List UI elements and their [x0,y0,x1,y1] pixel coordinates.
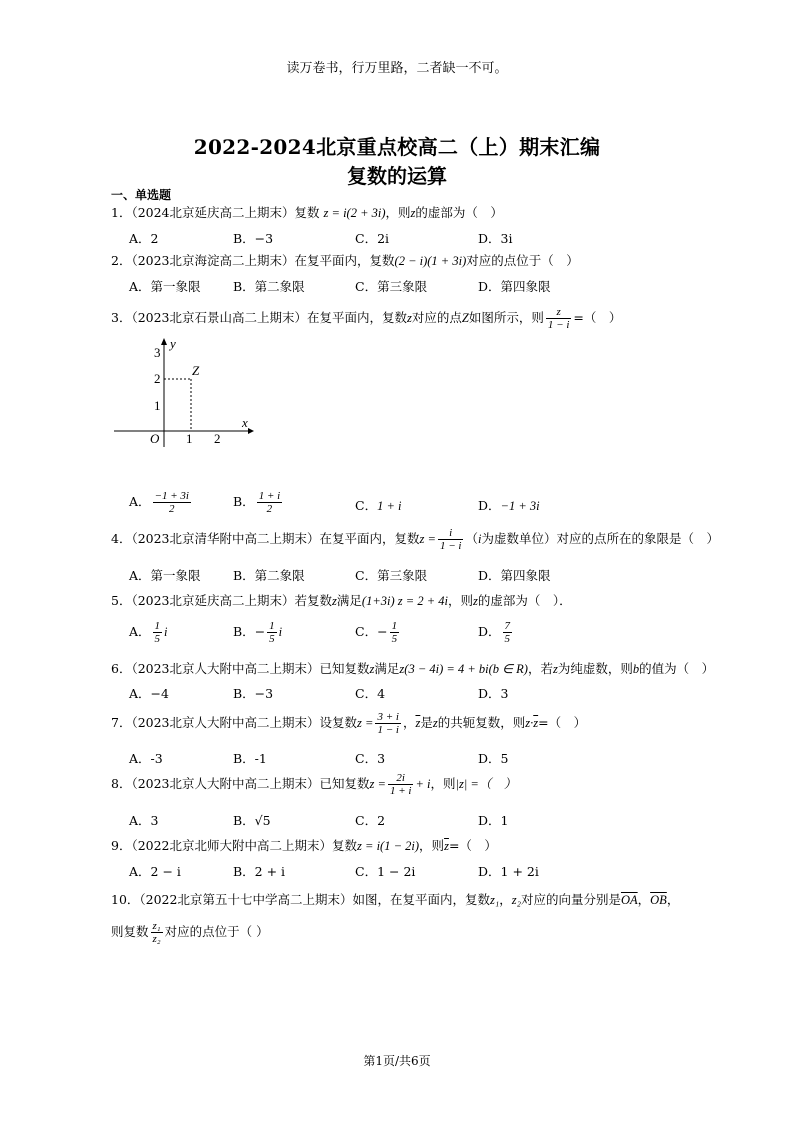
option-c[interactable]: C．1 + i [355,498,402,513]
option-d[interactable]: D． $\frac{7}{5}$ [478,620,511,645]
vector-ob: $\overline{OB}$ [650,893,667,907]
q5-expression: (1+3i) z = 2 + 4i [361,594,448,608]
x-tick-2: 2 [214,431,221,446]
question-9: 9．（2022北京北师大附中高二上期末）复数z = i(1 − 2i)，则$\overline{z}=$（ ） [111,838,497,853]
option-b[interactable]: B．−3 [233,686,274,701]
q3-fraction: $\frac{z}{1 - i}$ [547,306,570,331]
question-10-line-2: 则复数 $\frac{\text{z₁}}{\text{z₂}}$ 对应的点位于（ ） [111,920,269,945]
option-c[interactable]: C．4 [355,686,386,701]
option-b[interactable]: B．第二象限 [233,568,305,583]
q1-expression: z = i(2 + 3i) [323,206,386,220]
q7-fraction: $\frac{3 + i}{1 - i}$ [377,711,399,736]
q6-expression: z(3 − 4i) = 4 + bi(b ∈ R) [399,662,528,676]
option-d[interactable]: D．−1 + 3i [478,498,540,513]
option-d[interactable]: D．3i [478,231,513,246]
option-d[interactable]: D．第四象限 [478,568,551,583]
page-footer: 第1页/共6页 [363,1054,431,1068]
option-a[interactable]: A．-3 [129,751,163,766]
question-6: 6．（2023北京人大附中高二上期末）已知复数z满足z(3 − 4i) = 4 + bi(b ∈ R)，若z为纯虚数，则b的值为（ ） [111,661,715,676]
q4-fraction: $\frac{i}{1 - i}$ [439,527,462,552]
y-tick-1: 1 [154,398,161,413]
x-tick-1: 1 [186,431,193,446]
option-b[interactable]: B．−3 [233,231,274,246]
q2-expression: (2 − i)(1 + 3i) [394,254,467,268]
option-c[interactable]: C．3 [355,751,386,766]
option-a[interactable]: A．2 − i [129,864,181,879]
page-header-motto: 读万卷书，行万里路，二者缺一不可。 [286,61,508,76]
option-c[interactable]: C．2 [355,813,386,828]
option-c[interactable]: C．− $\frac{1}{5}$ [355,620,398,645]
option-c[interactable]: C．第三象限 [355,568,428,583]
option-a[interactable]: A．2 [129,231,159,246]
option-b[interactable]: B．-1 [233,751,267,766]
option-b[interactable]: B．第二象限 [233,279,305,294]
option-b[interactable]: B．√5 [233,813,271,828]
section-heading: 一、单选题 [111,188,172,202]
question-3: 3．（2023北京石景山高二上期末）在复平面内，复数z对应的点Z如图所示，则 $\frac{z}{1 - i}$ =（ ） [111,306,622,331]
option-a[interactable]: A．3 [129,813,159,828]
option-d[interactable]: D．1 + 2i [478,864,539,879]
question-5: 5．（2023北京延庆高二上期末）若复数z满足(1+3i) z = 2 + 4i，则z的虚部为（ ）． [111,593,572,608]
option-b[interactable]: B．− $\frac{1}{5}$ i [233,620,283,645]
option-b[interactable]: B．2 + i [233,864,286,879]
y-axis-arrow [161,338,167,345]
y-tick-2: 2 [154,371,161,386]
question-4: 4．（2023北京清华附中高二上期末）在复平面内，复数z = $\frac{i}{1 - i}$ （i为虚数单位）对应的点所在的象限是（ ） [111,527,719,552]
origin-label: O [150,431,160,446]
question-8: 8．（2023北京人大附中高二上期末）已知复数z = $\frac{2i}{1 + i}$ + i，则|z| =（ ） [111,772,517,797]
q3-coordinate-figure [108,335,258,455]
option-b[interactable]: B． $\frac{1 + i}{2}$ [233,490,281,515]
y-label: y [170,336,176,351]
question-1: 1．（2024北京延庆高二上期末）复数 z = i(2 + 3i)，则z的虚部为（ ） [111,205,503,220]
question-7: 7．（2023北京人大附中高二上期末）设复数z = $\frac{3 + i}{1 - i}$ ，$\overline{z}$是z的共轭复数，则$z\cdot\overline{z}=$（ ） [111,711,587,736]
vector-oa: $\overline{OA}$ [620,893,638,907]
option-a[interactable]: A． $\frac{1}{5}$ i [129,620,168,645]
q10-fraction: $\frac{\text{z₁}}{\text{z₂}}$ [152,920,161,945]
x-axis-arrow [248,428,254,434]
option-a[interactable]: A．第一象限 [129,568,201,583]
option-a[interactable]: A．第一象限 [129,279,201,294]
option-a[interactable]: A． $\frac{-1 + 3i}{2}$ [129,490,189,515]
page-title: 2022-2024北京重点校高二（上）期末汇编 [193,135,601,159]
x-label: x [242,415,248,430]
page-subtitle: 复数的运算 [347,164,447,188]
q8-fraction: $\frac{2i}{1 + i}$ [389,772,412,797]
option-a[interactable]: A．−4 [129,686,169,701]
q9-expression: z = i(1 − 2i) [357,839,420,853]
point-label: Z [192,363,200,378]
option-d[interactable]: D．3 [478,686,509,701]
option-d[interactable]: D．1 [478,813,509,828]
question-10: 10．（2022北京第五十七中学高二上期末）如图，在复平面内，复数z₁，z₂对应的向量分别是$\overline{OA}$，$\overline{OB}$， [111,892,680,907]
option-c[interactable]: C．1 − 2i [355,864,416,879]
option-c[interactable]: C．第三象限 [355,279,428,294]
option-d[interactable]: D．第四象限 [478,279,551,294]
question-2: 2．（2023北京海淀高二上期末）在复平面内，复数(2 − i)(1 + 3i)对应的点位于（ ） [111,253,579,268]
option-d[interactable]: D．5 [478,751,509,766]
option-c[interactable]: C．2i [355,231,390,246]
y-tick-3: 3 [154,345,161,360]
